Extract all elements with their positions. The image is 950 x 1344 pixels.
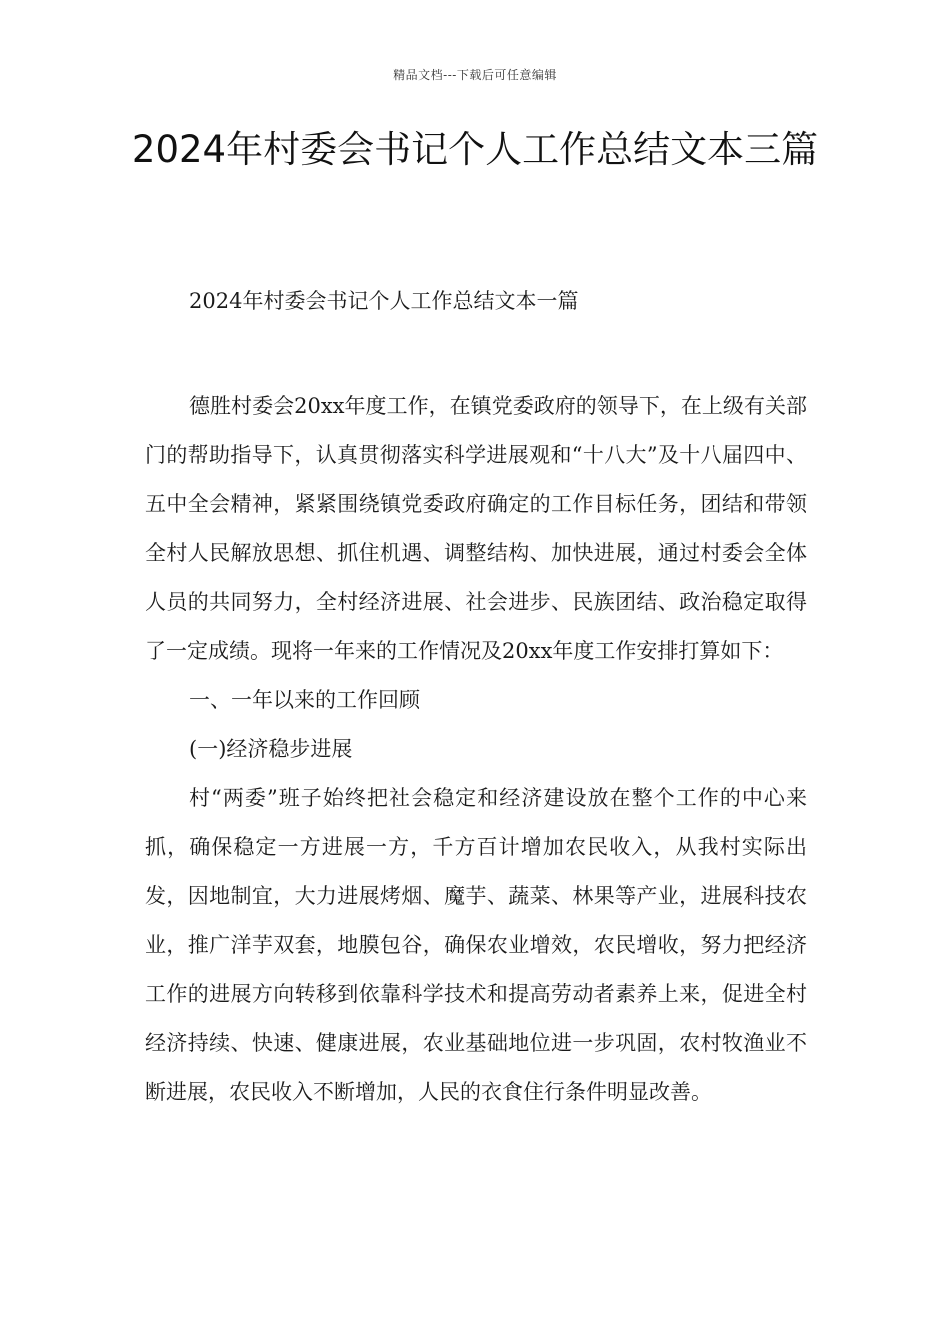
header-note: 精品文档---下载后可任意编辑 (393, 68, 557, 82)
heading-subsection-economy: (一)经济稳步进展 (189, 737, 353, 761)
heading-section-one: 一、一年以来的工作回顾 (189, 688, 420, 712)
document-body (145, 382, 807, 1117)
paragraph-intro: 德胜村委会20xx年度工作，在镇党委政府的领导下，在上级有关部门的帮助指导下，认真贯彻落实科学进展观和“十八大”及十八届四中、五中全会精神，紧紧围绕镇党委政府确定的工作目标任务，团结和带领全村人民解放思想、抓住机遇、调整结构、加快进展，通过村委会全体人员的共同努力，全村经济进展、社会进步、民族团结、政治稳定取得了一定成绩。现将一年来的工作情况及20xx年度工作安排打算如下： (145, 394, 807, 663)
document-title: 2024年村委会书记个人工作总结文本三篇 (131, 128, 819, 171)
section-subtitle: 2024年村委会书记个人工作总结文本一篇 (189, 289, 579, 313)
paragraph-economy: 村“两委”班子始终把社会稳定和经济建设放在整个工作的中心来抓，确保稳定一方进展一方，千方百计增加农民收入，从我村实际出发，因地制宜，大力进展烤烟、魔芋、蔬菜、林果等产业，进展科技农业，推广洋芋双套，地膜包谷，确保农业增效，农民增收，努力把经济工作的进展方向转移到依靠科学技术和提高劳动者素养上来，促进全村经济持续、快速、健康进展，农业基础地位进一步巩固，农村牧渔业不断进展，农民收入不断增加，人民的衣食住行条件明显改善。 (145, 786, 807, 1104)
